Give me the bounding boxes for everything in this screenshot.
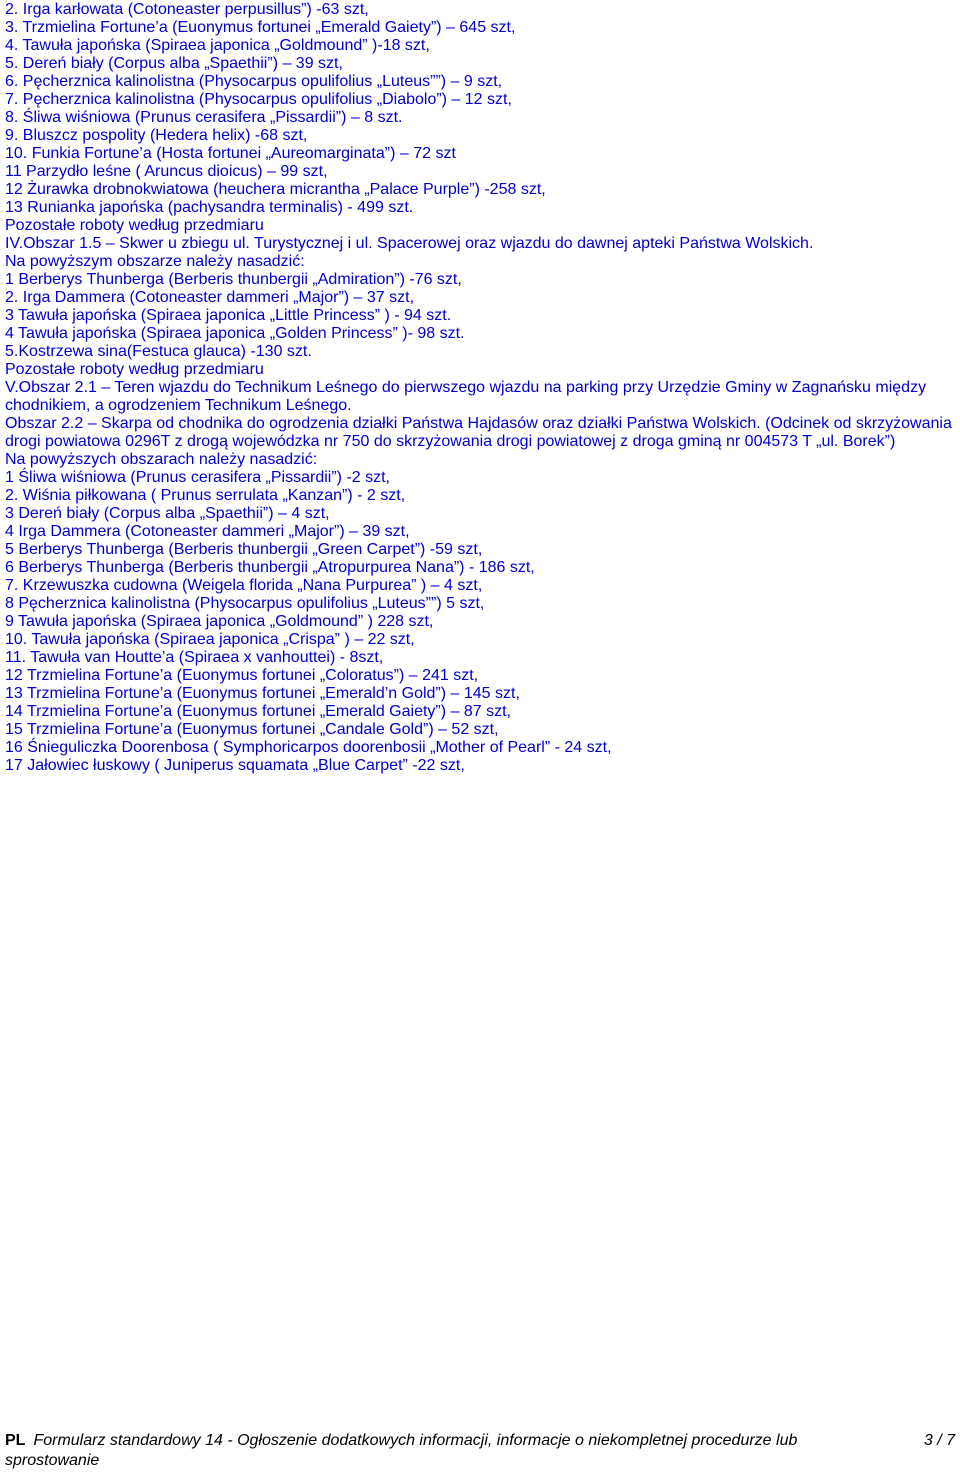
list-item: 2. Wiśnia piłkowana ( Prunus serrulata „Kanzan”) - 2 szt, [5,487,406,504]
list-item: 1 Śliwa wiśniowa (Prunus cerasifera „Pissardii”) -2 szt, [5,469,390,486]
list-item: 5. Dereń biały (Corpus alba „Spaethii”) – 39 szt, [5,55,343,72]
list-item: 16 Śnieguliczka Doorenbosa ( Symphoricarpos doorenbosii „Mother of Pearl” - 24 szt, [5,739,612,756]
list-item: 7. Krzewuszka cudowna (Weigela florida „Nana Purpurea” ) – 4 szt, [5,577,483,594]
list-item: 6. Pęcherznica kalinolistna (Physocarpus opulifolius „Luteus””) – 9 szt, [5,73,503,90]
list-item: 4 Tawuła japońska (Spiraea japonica „Golden Princess” )- 98 szt. [5,325,465,342]
list-item: 2. Irga karłowata (Cotoneaster perpusillus”) -63 szt, [5,1,369,18]
list-item: 10. Tawuła japońska (Spiraea japonica „Crispa” ) – 22 szt, [5,631,415,648]
document-body [5,1,955,775]
list-item: 15 Trzmielina Fortune’a (Euonymus fortunei „Candale Gold”) – 52 szt, [5,721,499,738]
page-footer [5,1431,955,1471]
list-item: 5 Berberys Thunberga (Berberis thunbergii „Green Carpet”) -59 szt, [5,541,483,558]
list-item: 7. Pęcherznica kalinolistna (Physocarpus opulifolius „Diabolo”) – 12 szt, [5,91,512,108]
section-heading: V.Obszar 2.1 – Teren wjazdu do Technikum Leśnego do pierwszego wjazdu na parking przy Urzędzie Gminy w Zagnańsku między chodnikiem, a ogrodzeniem Technikum Leśnego. [5,379,927,414]
list-item: 3 Tawuła japońska (Spiraea japonica „Little Princess” ) - 94 szt. [5,307,452,324]
list-item: 2. Irga Dammera (Cotoneaster dammeri „Major”) – 37 szt, [5,289,415,306]
list-item: 9 Tawuła japońska (Spiraea japonica „Goldmound” ) 228 szt, [5,613,434,630]
list-item: 10. Funkia Fortune’a (Hosta fortunei „Aureomarginata”) – 72 szt [5,145,456,162]
footer-left [5,1431,885,1471]
list-item: 11. Tawuła van Houtte’a (Spiraea x vanhouttei) - 8szt, [5,649,384,666]
list-item: 12 Żurawka drobnokwiatowa (heuchera micrantha „Palace Purple”) -258 szt, [5,181,546,198]
list-item: 4. Tawuła japońska (Spiraea japonica „Goldmound” )-18 szt, [5,37,430,54]
footer-language: PL [5,1432,26,1449]
section-note: Pozostałe roboty według przedmiaru [5,361,264,378]
list-item: 9. Bluszcz pospolity (Hedera helix) -68 szt, [5,127,308,144]
list-item: 3 Dereń biały (Corpus alba „Spaethii”) – 4 szt, [5,505,330,522]
list-item: 13 Runianka japońska (pachysandra terminalis) - 499 szt. [5,199,414,216]
list-item: 13 Trzmielina Fortune’a (Euonymus fortunei „Emerald’n Gold”) – 145 szt, [5,685,520,702]
footer-form-title: Formularz standardowy 14 - Ogłoszenie dodatkowych informacji, informacje o niekompletnej procedurze lub sprostowanie [5,1432,798,1469]
list-item: 1 Berberys Thunberga (Berberis thunbergii „Admiration”) -76 szt, [5,271,462,288]
list-item: 6 Berberys Thunberga (Berberis thunbergii „Atropurpurea Nana”) - 186 szt, [5,559,535,576]
section-intro: Na powyższym obszarze należy nasadzić: [5,253,305,270]
list-item: 8 Pęcherznica kalinolistna (Physocarpus opulifolius „Luteus””) 5 szt, [5,595,485,612]
list-item: 3. Trzmielina Fortune’a (Euonymus fortunei „Emerald Gaiety”) – 645 szt, [5,19,516,36]
list-item: 4 Irga Dammera (Cotoneaster dammeri „Major”) – 39 szt, [5,523,410,540]
section-intro: Na powyższych obszarach należy nasadzić: [5,451,318,468]
page-number: 3 / 7 [923,1432,955,1449]
list-item: 5.Kostrzewa sina(Festuca glauca) -130 szt. [5,343,312,360]
list-item: 12 Trzmielina Fortune’a (Euonymus fortunei „Coloratus”) – 241 szt, [5,667,479,684]
list-item: 11 Parzydło leśne ( Aruncus dioicus) – 99 szt, [5,163,328,180]
list-item: 17 Jałowiec łuskowy ( Juniperus squamata „Blue Carpet” -22 szt, [5,757,465,774]
list-item: 14 Trzmielina Fortune’a (Euonymus fortunei „Emerald Gaiety”) – 87 szt, [5,703,511,720]
section-heading: Obszar 2.2 – Skarpa od chodnika do ogrodzenia działki Państwa Hajdasów oraz działki Państwa Wolskich. (Odcinek od skrzyżowania drogi powiatowa 0296T z drogą wojewódzka nr 750 do skrzyżowania drogi powiatowej z droga gminą nr 004573 T „ul. Borek”) [5,415,952,450]
section-note: Pozostałe roboty według przedmiaru [5,217,264,234]
section-heading: IV.Obszar 1.5 – Skwer u zbiegu ul. Turystycznej i ul. Spacerowej oraz wjazdu do dawnej apteki Państwa Wolskich. [5,235,814,252]
list-item: 8. Śliwa wiśniowa (Prunus cerasifera „Pissardii”) – 8 szt. [5,109,403,126]
